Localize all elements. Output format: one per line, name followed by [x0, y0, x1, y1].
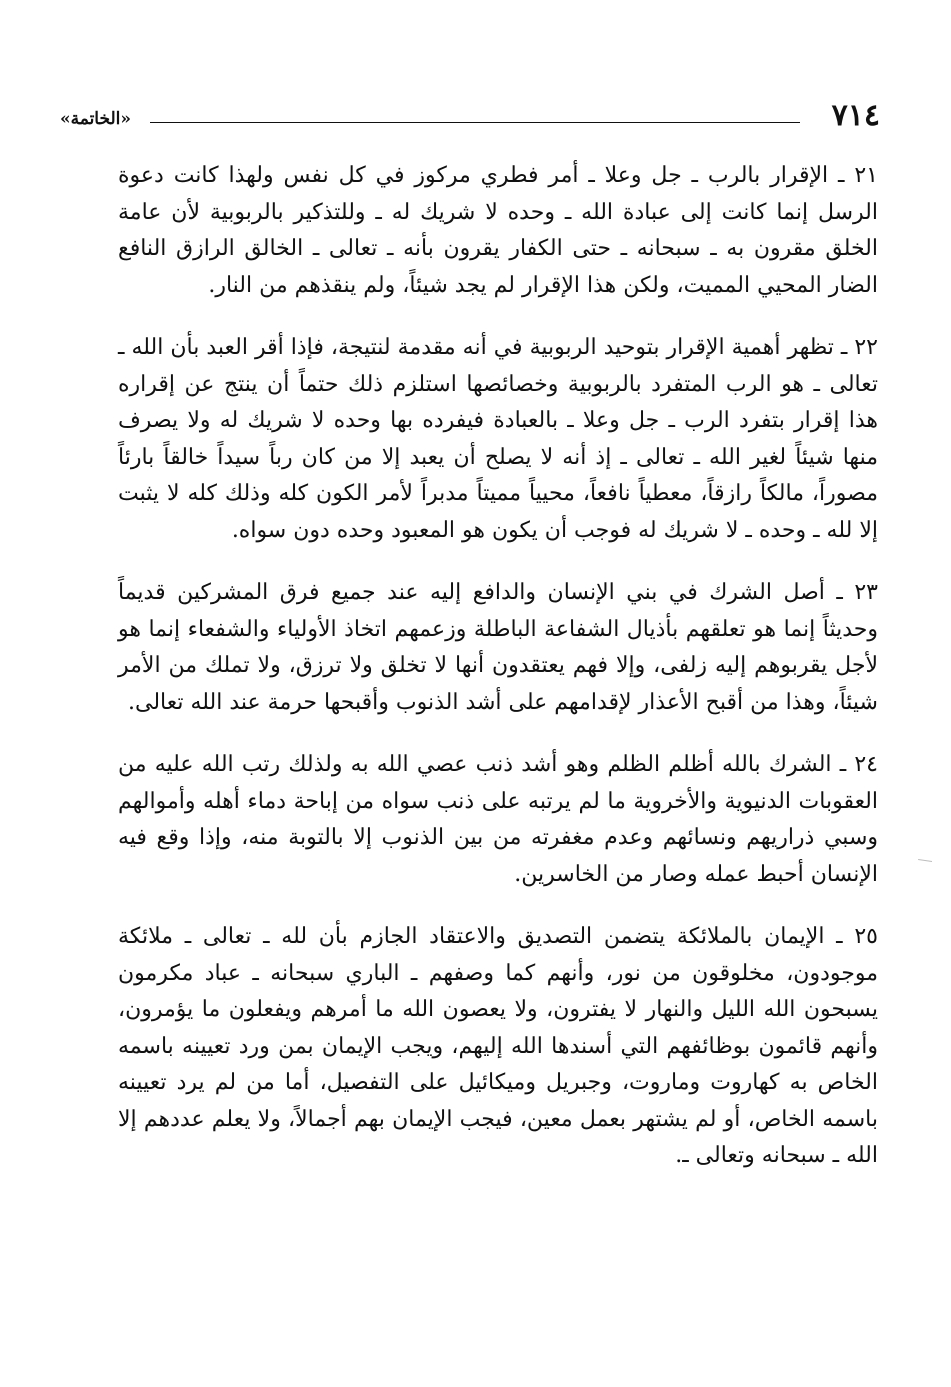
paragraph-21: ٢١ ـ الإقرار بالرب ـ جل وعلا ـ أمر فطري مركوز في كل نفس ولهذا كانت دعوة الرسل إنما كانت إلى عبادة الله ـ وحده لا شريك له ـ وللتذكير بالربوبية لأن عامة الخلق مقرون به ـ سبحانه ـ حتى الكفار يقرون بأنه ـ تعالى ـ الخالق الرازق النافع الضار المحيي المميت، ولكن هذا الإقرار لم يجد شيئاً، ولم ينقذهم من النار. — [118, 163, 878, 298]
paragraph-23: ٢٣ ـ أصل الشرك في بني الإنسان والدافع إليه عند جميع فرق المشركين قديماً وحديثاً إنما هو تعلقهم بأذيال الشفاعة الباطلة وزعمهم اتخاذ الأولياء والشفعاء إنما هو لأجل يقربوهم إليه زلفى، وإلا فهم يعتقدون أنها لا تخلق ولا ترزق، ولا تملك من الأمر شيئاً، وهذا من أقبح الأعذار لإقدامهم على أشد الذنوب وأقبحها حرمة عند الله تعالى. — [118, 580, 878, 715]
page-number: ٧١٤ — [831, 98, 880, 133]
running-section-title: «الخاتمة» — [60, 109, 131, 129]
paragraph-22: ٢٢ ـ تظهر أهمية الإقرار بتوحيد الربوبية في أنه مقدمة لنتيجة، فإذا أقر العبد بأن الله ـ تعالى ـ هو الرب المتفرد بالربوبية وخصائصها استلزم ذلك حتماً أن ينتج عن إقراره هذا إقرار بتفرد الرب ـ جل وعلا ـ بالعبادة فيفرده بها وحده لا شريك له ولا يصرف منها شيئاً لغير الله ـ تعالى ـ إذ أنه لا يصلح أن يعبد إلا من كان رباً سيداً خالقاً بارئاً مصوراً، مالكاً رازقاً، معطياً نافعاً، محيياً مميتاً مدبراً لأمر الكون كله وذلك كله لا يثبت إلا لله ـ وحده ـ لا شريك له فوجب أن يكون هو المعبود وحده دون سواه. — [118, 335, 878, 543]
page-header — [60, 96, 880, 136]
paragraph-25: ٢٥ ـ الإيمان بالملائكة يتضمن التصديق والاعتقاد الجازم بأن لله ـ تعالى ـ ملائكة موجودون، مخلوقون من نور، وأنهم كما وصفهم ـ الباري سبحانه ـ عباد مكرمون يسبحون الله الليل والنهار لا يفترون، ولا يعصون الله ما أمرهم ويفعلون ما يؤمرون، وأنهم قائمون بوظائفهم التي أسندها الله إليهم، ويجب الإيمان بمن ورد تعيينه باسمه الخاص به كهاروت وماروت، وجبريل وميكائيل على التفصيل، أما من لم يرد تعيينه باسمه الخاص، أو لم يشتهر بعمل معين، فيجب الإيمان بهم أجمالاً، ولا يعلم عددهم إلا الله ـ سبحانه وتعالى ـ. — [118, 924, 878, 1168]
header-rule — [150, 122, 800, 123]
page-body — [118, 158, 878, 1201]
scan-mark — [918, 859, 932, 863]
paragraph-24: ٢٤ ـ الشرك بالله أظلم الظلم وهو أشد ذنب عصي الله به ولذلك رتب الله عليه من العقوبات الدنيوية والأخروية ما لم يرتبه على ذنب سواه من إباحة دماء أهله وأموالهم وسبي ذراريهم ونسائهم وعدم مغفرته من بين الذنوب إلا بالتوبة منه، وإذا وقع فيه الإنسان أحبط عمله وصار من الخاسرين. — [118, 752, 878, 887]
